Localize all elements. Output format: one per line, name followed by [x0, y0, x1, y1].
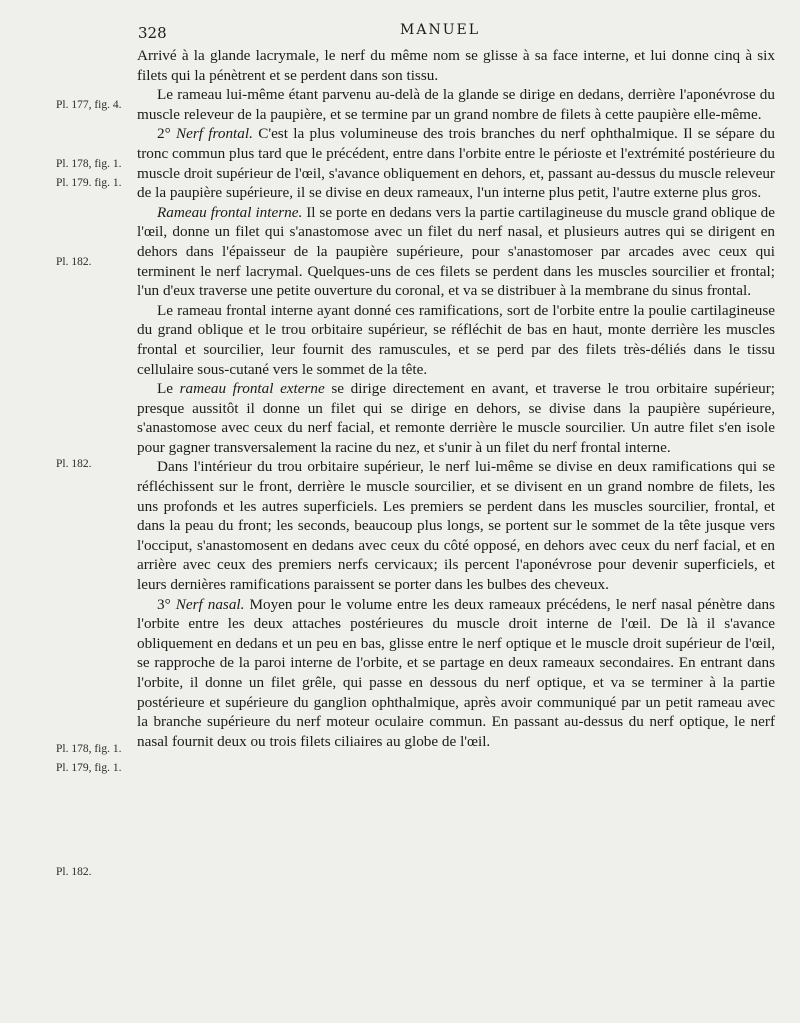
margin-reference: Pl. 179. fig. 1.: [56, 177, 122, 189]
paragraph: [137, 85, 775, 124]
paragraph-text: Moyen pour le volume entre les deux rameaux précédens, le nerf nasal pénètre dans l'orbite entre les deux attaches postérieures du muscle droit interne de l'œil. De là il s'avance obliquement en dedans et un peu en bas, glisse entre le nerf optique et le muscle droit supérieur de l'œil, se rapproche de la paroi interne de l'orbite, et se partage en deux rameaux secondaires. En entrant dans l'orbite, il donne un filet grêle, qui passe en dessous du nerf optique, et va se terminer à la partie postérieure et supérieure du ganglion ophthalmique, après avoir communiqué par un petit rameau avec la branche supérieure du nerf moteur oculaire commun. En passant au-dessus du nerf optique, le nerf nasal fournit deux ou trois filets ciliaires au globe de l'œil.: [137, 595, 775, 750]
section-heading: Nerf frontal.: [175, 125, 253, 143]
page-header: [0, 18, 800, 46]
margin-reference: Pl. 182.: [56, 866, 92, 878]
paragraph: [137, 46, 775, 85]
paragraph-text: Il se porte en dedans vers la partie cartilagineuse du muscle grand oblique de l'œil, donne un filet qui s'anastomose avec un filet du nerf nasal, et plusieurs autres qui se dirigent en dehors dans l'épaisseur de la paupière supérieure, pour s'anastomoser par arcades avec ceux qui terminent le nerf lacrymal. Quelques-uns de ces filets se perdent dans les muscles sourcilier et frontal; l'un d'eux traverse une petite ouverture du coronal, et va se distribuer à la membrane du sinus frontal.: [137, 203, 775, 300]
paragraph-lead: 3°: [157, 595, 176, 613]
paragraph-text: Dans l'intérieur du trou orbitaire supérieur, le nerf lui-même se divise en deux ramifications qui se réfléchissent sur le front, derrière le muscle sourcilier, et se divisent en un grand nombre de filets, les uns profonds et les autres superficiels. Les premiers se perdent dans les muscles sourcilier, frontal, et dans la peau du front; les seconds, beaucoup plus longs, se portent sur le sommet de la tête jusque vers l'occiput, s'anastomosent en dedans avec ceux du côté opposé, en dehors avec ceux du nerf facial, et en arrière avec ceux des premiers nerfs cervicaux; ils percent l'aponévrose pour devenir superficiels, et leurs dernières ramifications paraissent se porter dans les bulbes des cheveux.: [137, 458, 775, 594]
paragraph: [137, 203, 775, 301]
margin-reference: Pl. 179, fig. 1.: [56, 762, 122, 774]
paragraph-text: Le rameau lui-même étant parvenu au-delà de la glande se dirige en dedans, derrière l'aponévrose du muscle releveur de la paupière, et se termine par un grand nombre de filets à cette paupière elle-même.: [137, 86, 775, 123]
paragraph: [137, 379, 775, 457]
section-heading: Rameau frontal interne.: [157, 203, 303, 221]
section-heading: Nerf nasal.: [175, 595, 245, 613]
paragraph-text: Arrivé à la glande lacrymale, le nerf du même nom se glisse à sa face interne, et lui donne cinq à six filets qui la pénètrent et se perdent dans son tissu.: [137, 47, 775, 84]
paragraph: [137, 124, 775, 202]
italic-term: rameau frontal externe: [179, 380, 325, 398]
paragraph: [137, 301, 775, 379]
margin-reference: Pl. 182.: [56, 458, 92, 470]
margin-reference: Pl. 178, fig. 1.: [56, 743, 122, 755]
paragraph-lead: Le: [157, 380, 180, 398]
paragraph-text: C'est la plus volumineuse des trois branches du nerf ophthalmique. Il se sépare du tronc commun plus tard que le précédent, entre dans l'orbite entre le périoste et l'extrémité postérieure du muscle droit supérieur de l'œil, s'avance obliquement en dehors, et, passant au-dessus du muscle releveur de la paupière supérieure, il se divise en deux rameaux, l'un interne plus petit, l'autre externe plus gros.: [137, 125, 775, 202]
body-text: [137, 46, 775, 751]
margin-reference: Pl. 182.: [56, 256, 92, 268]
paragraph: [137, 595, 775, 752]
paragraph-text: Le rameau frontal interne ayant donné ces ramifications, sort de l'orbite entre la poulie cartilagineuse du grand oblique et le trou orbitaire supérieur, se réfléchit de bas en haut, monte derrière les muscles frontal et sourcilier, leur fournit des ramuscules, et se perd par des filets très-déliés dans le tissu cellulaire sous-cutané vers le sommet de la tête.: [137, 301, 775, 378]
page-number: 328: [138, 24, 167, 42]
running-title: MANUEL: [400, 22, 481, 38]
margin-reference: Pl. 177, fig. 4.: [56, 99, 122, 111]
paragraph: [137, 457, 775, 594]
paragraph-text: se dirige directement en avant, et traverse le trou orbitaire supérieur; presque aussitôt il donne un filet qui se dirige en dehors, se divise dans la paupière supérieure, s'anastomose avec ceux du nerf facial, et remonte derrière le muscle sourcilier. Un autre filet s'en isole pour gagner transversalement la racine du nez, et s'unir à un filet du nerf frontal interne.: [137, 380, 775, 456]
margin-reference: Pl. 178, fig. 1.: [56, 158, 122, 170]
paragraph-lead: 2°: [157, 125, 176, 143]
